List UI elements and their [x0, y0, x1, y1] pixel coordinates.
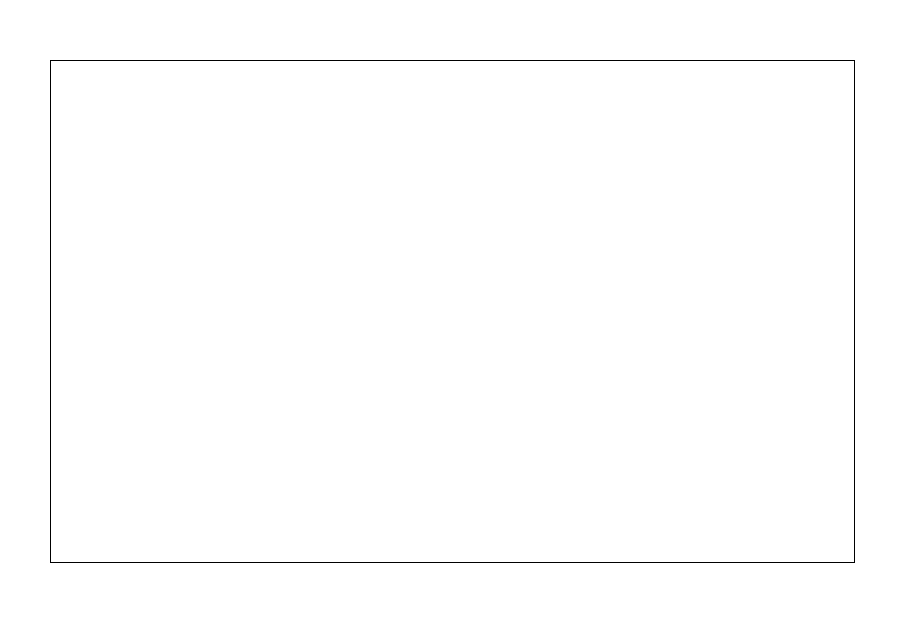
repair-schedule-table — [50, 60, 855, 563]
